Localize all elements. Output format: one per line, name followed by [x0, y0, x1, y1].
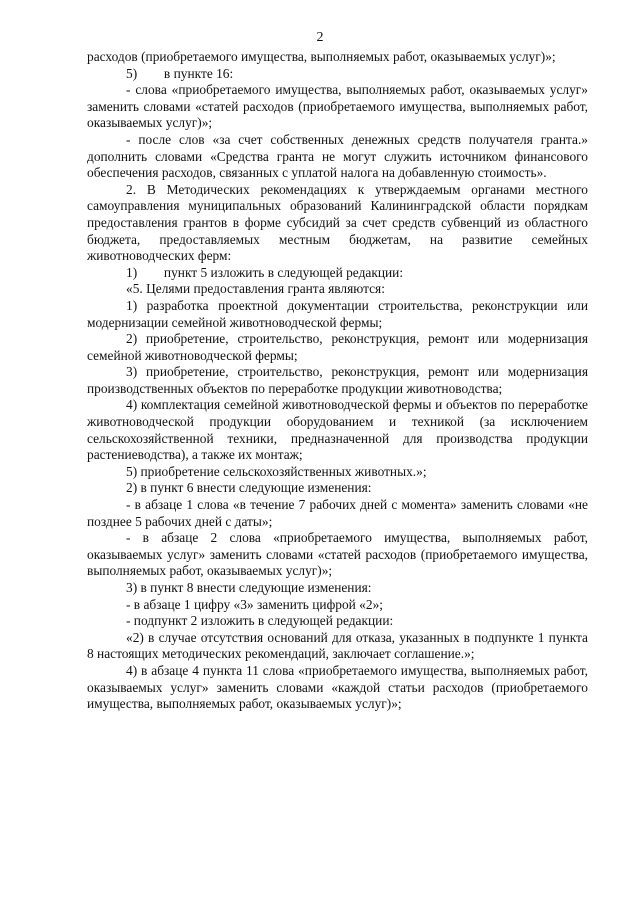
- paragraph: 3) приобретение, строительство, реконструкция, ремонт или модернизация производственных объектов по переработке продукции животноводства;: [87, 364, 588, 396]
- paragraph: «5. Целями предоставления гранта являются:: [126, 281, 385, 297]
- paragraph: 5) в пункте 16:: [126, 65, 234, 81]
- paragraph: 4) в абзаце 4 пункта 11 слова «приобретаемого имущества, выполняемых работ, оказываемых услуг» заменить словами «каждой статьи расходов (приобретаемого имущества, выполняемых работ, оказываемых услуг)»;: [87, 662, 588, 712]
- paragraph: - в абзаце 1 слова «в течение 7 рабочих дней с момента» заменить словами «не позднее 5 рабочих дней с даты»;: [87, 497, 588, 529]
- paragraph: 1) пункт 5 изложить в следующей редакции:: [126, 264, 404, 280]
- paragraph: 1) разработка проектной документации строительства, реконструкции или модернизации семейной животноводческой фермы;: [87, 297, 588, 330]
- paragraph: - в абзаце 2 слова «приобретаемого имущества, выполняемых работ, оказываемых услуг» заменить словами «статей расходов (приобретаемого имущества, выполняемых работ, оказываемых услуг)»;: [87, 530, 588, 579]
- paragraph: 2) в пункт 6 внести следующие изменения:: [126, 480, 372, 496]
- paragraph: 2) приобретение, строительство, реконструкция, ремонт или модернизация семейной животноводческой фермы;: [87, 331, 588, 363]
- paragraph: 5) приобретение сельскохозяйственных животных.»;: [126, 463, 427, 479]
- page-number: 2: [316, 30, 324, 45]
- paragraph: - в абзаце 1 цифру «3» заменить цифрой «2»;: [126, 596, 383, 612]
- paragraph: расходов (приобретаемого имущества, выполняемых работ, оказываемых услуг)»;: [87, 49, 556, 64]
- paragraph: - после слов «за счет собственных денежных средств получателя гранта.» дополнить словами «Средства гранта не могут служить источником финансового обеспечения расходов, связанных с уплатой налога на добавленную стоимость».: [87, 131, 588, 181]
- paragraph: «2) в случае отсутствия оснований для отказа, указанных в подпункте 1 пункта 8 настоящих методических рекомендаций, заключает соглашение.»;: [87, 629, 588, 662]
- paragraph: 2. В Методических рекомендациях к утверждаемым органами местного самоуправления муниципальных образований Калининградской области порядкам предоставления грантов в форме субсидий за счет средств субвенций из областного бюджета, предоставляемых местным бюджетам, на развитие семейных животноводческих ферм:: [87, 181, 588, 264]
- document-body: [87, 49, 588, 713]
- paragraph: 3) в пункт 8 внести следующие изменения:: [126, 580, 372, 595]
- paragraph: 4) комплектация семейной животноводческой фермы и объектов по переработке животноводческой продукции оборудованием и техникой (за исключением сельскохозяйственной техники, предназначенной для производства продукции растениеводства), а также их монтаж;: [87, 397, 588, 463]
- paragraph: - подпункт 2 изложить в следующей редакции:: [126, 613, 394, 629]
- paragraph: - слова «приобретаемого имущества, выполняемых работ, оказываемых услуг» заменить словами «статей расходов (приобретаемого имущества, выполняемых работ, оказываемых услуг)»;: [87, 82, 588, 131]
